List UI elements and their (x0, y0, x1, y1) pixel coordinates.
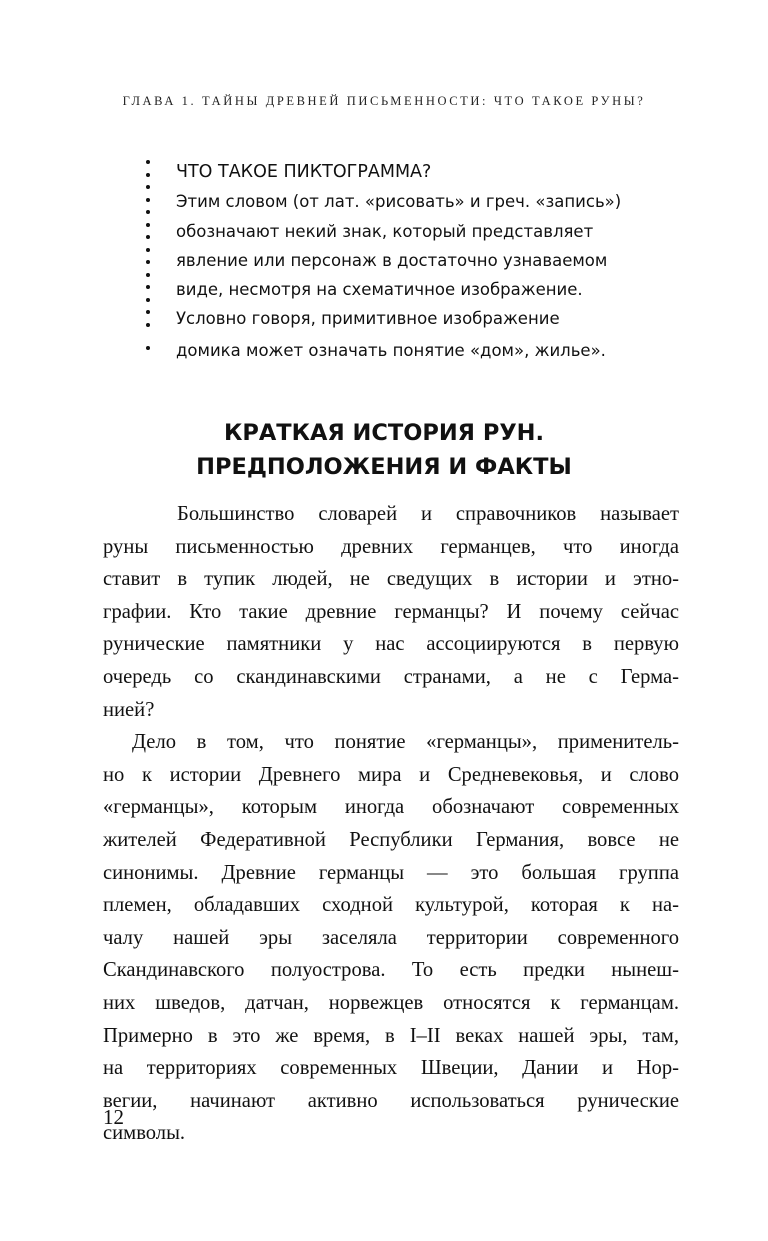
dot-mark (146, 198, 150, 202)
text-line: чалу нашей эры заселяла территории современного (103, 926, 679, 949)
dot-mark (146, 323, 150, 327)
sidebar-line: Условно говоря, примитивное изображение (176, 309, 560, 329)
dot-mark (146, 298, 150, 302)
text-line: Большинство словарей и справочников называет (177, 503, 679, 525)
text-line: нией? (103, 698, 155, 721)
dot-mark (146, 235, 150, 239)
dot-mark (146, 173, 150, 177)
sidebar-line: Этим словом (от лат. «рисовать» и греч. «запись») (176, 192, 622, 212)
running-head: ГЛАВА 1. ТАЙНЫ ДРЕВНЕЙ ПИСЬМЕННОСТИ: ЧТО ТАКОЕ РУНЫ? (122, 94, 646, 108)
sidebar-line: обозначают некий знак, который представляет (176, 221, 594, 241)
dot-mark (146, 285, 150, 289)
text-line: синонимы. Древние германцы — это большая группа (103, 861, 679, 884)
paragraph (103, 726, 679, 1150)
text-line: жителей Федеративной Республики Германия, вовсе не (103, 828, 679, 851)
section-heading (0, 416, 768, 484)
section-heading-line: КРАТКАЯ ИСТОРИЯ РУН. (223, 420, 545, 446)
dot-mark (146, 273, 150, 277)
text-line: Скандинавского полуострова. То есть предки нынеш- (103, 959, 679, 982)
dot-mark (146, 248, 150, 252)
text-line: Примерно в это же время, в I–II веках нашей эры, там, (103, 1024, 679, 1047)
text-line: племен, обладавших сходной культурой, которая к на- (103, 894, 679, 917)
sidebar-dotted-rule (146, 0, 152, 400)
dot-mark (146, 160, 150, 164)
sidebar-line: домика может означать понятие «дом», жилье». (176, 340, 606, 360)
dot-mark (146, 346, 150, 350)
sidebar-box (176, 158, 621, 365)
text-line: рунические памятники у нас ассоциируются в первую (103, 633, 679, 656)
text-line: ставит в тупик людей, не сведущих в истории и этно- (103, 568, 679, 591)
text-line: руны письменностью древних германцев, что иногда (103, 535, 679, 558)
paragraph (103, 498, 679, 726)
page-number: 12 (103, 1105, 124, 1129)
dot-mark (146, 223, 150, 227)
text-line: «германцы», которым иногда обозначают современных (103, 796, 679, 819)
sidebar-line: виде, несмотря на схематичное изображение. (176, 280, 583, 300)
sidebar-line: явление или персонаж в достаточно узнаваемом (176, 250, 608, 270)
text-line: на территориях современных Швеции, Дании и Нор- (103, 1057, 679, 1080)
text-line: символы. (103, 1122, 186, 1145)
sidebar-title: ЧТО ТАКОЕ ПИКТОГРАММА? (176, 162, 432, 182)
text-line: вегии, начинают активно использоваться рунические (103, 1089, 679, 1112)
dot-mark (146, 260, 150, 264)
dot-mark (146, 210, 150, 214)
text-line: них шведов, датчан, норвежцев относятся к германцам. (103, 991, 679, 1014)
text-line: но к истории Древнего мира и Средневековья, и слово (103, 763, 679, 786)
text-line: очередь со скандинавскими странами, а не с Герма- (103, 665, 679, 688)
text-line: графии. Кто такие древние германцы? И почему сейчас (103, 600, 679, 623)
section-heading-line: ПРЕДПОЛОЖЕНИЯ И ФАКТЫ (196, 454, 572, 480)
text-line: Дело в том, что понятие «германцы», применитель- (132, 731, 679, 754)
dot-mark (146, 185, 150, 189)
body-text (103, 498, 679, 1150)
dot-mark (146, 310, 150, 314)
